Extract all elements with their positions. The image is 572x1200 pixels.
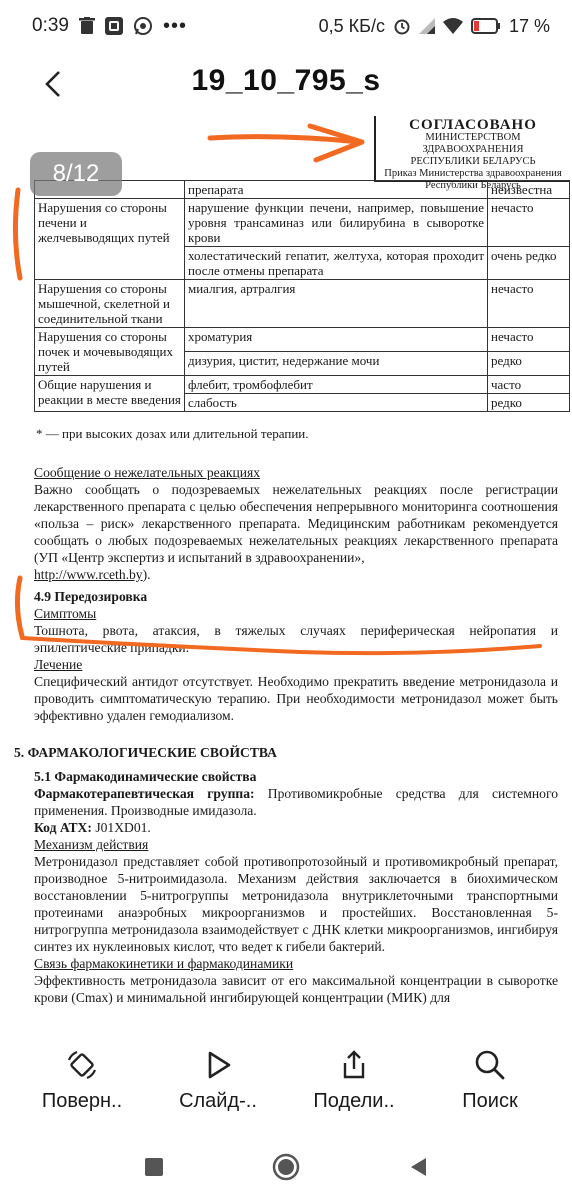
document-page[interactable]	[0, 116, 572, 1030]
relation-text: Эффективность метронидазола зависит от его максимальной концентрации в сыворотке крови (Cmax) и минимальной ингибирующей концентрации (МИК) для	[34, 973, 558, 1005]
battery-icon	[471, 18, 501, 34]
pharm-heading	[14, 744, 558, 761]
status-bar	[0, 0, 572, 52]
symptoms-text: Тошнота, рвота, атаксия, в тяжелых случаях периферическая нейропатия и эпилептические припадки.	[34, 623, 558, 655]
table-cell: флебит, тромбофлебит	[185, 376, 488, 394]
table-cell: дизурия, цистит, недержание мочи	[185, 352, 488, 376]
share-label: Подели..	[313, 1090, 395, 1112]
table-cell: Нарушения со стороны печени и желчевыводящих путей	[35, 199, 185, 280]
report-section	[34, 464, 558, 583]
pharm-section	[34, 768, 558, 1006]
stamp-line-5: Республики Беларусь	[425, 180, 521, 191]
table-cell: нечасто	[488, 199, 570, 247]
report-body: Важно сообщать о подозреваемых нежелательных реакциях после регистрации лекарственного препарата с целью обеспечения непрерывного мониторинга соотношения «польза – риск» лекарственного препарата. Медицинским работникам рекомендуется сообщать о любых подозреваемых нежелательных реакциях лекарственного препарата (УП «Центр экспертиз и испытаний в здравоохранении»,	[34, 482, 558, 565]
table-cell: нарушение функции печени, например, повышение уровня трансаминаз или билирубина в сыворотке крови	[185, 199, 488, 247]
pharmacodynamics-heading: 5.1 Фармакодинамические свойства	[34, 769, 257, 784]
table-cell: Нарушения со стороны почек и мочевыводящих путей	[35, 328, 185, 376]
annotation-arrow-right	[210, 137, 360, 142]
app-bar	[0, 52, 572, 116]
gallery-notification-icon	[105, 17, 123, 35]
symptoms-label: Симптомы	[34, 606, 97, 621]
pharm-group-text: Противомикробные средства для системного применения. Производные имидазола.	[34, 786, 558, 818]
battery-percent: 17 %	[508, 15, 550, 36]
document-title: 19_10_795_s	[191, 64, 381, 97]
treatment-label: Лечение	[34, 657, 83, 672]
table-cell: препарата	[185, 181, 488, 199]
relation-label: Связь фармакокинетики и фармакодинамики	[34, 956, 294, 971]
search-button[interactable]	[428, 1030, 552, 1134]
table-cell: редко	[488, 394, 570, 412]
table-cell: редко	[488, 352, 570, 376]
table-row	[35, 280, 570, 328]
share-icon	[337, 1048, 371, 1082]
share-button[interactable]	[292, 1030, 416, 1134]
annotation-bracket-left	[15, 190, 20, 278]
whatsapp-notification-icon	[133, 16, 153, 36]
search-icon	[473, 1048, 507, 1082]
trash-notification-icon	[79, 17, 95, 35]
system-nav-bar	[0, 1134, 572, 1200]
report-heading: Сообщение о нежелательных реакциях	[34, 465, 261, 480]
mechanism-label: Механизм действия	[34, 837, 149, 852]
table-cell: часто	[488, 376, 570, 394]
signal-icon	[419, 18, 435, 34]
adverse-reactions-table	[34, 180, 570, 412]
table-cell: холестатический гепатит, желтуха, которая проходит после отмены препарата	[185, 247, 488, 280]
status-time: 0:39	[32, 15, 69, 36]
table-cell: нечасто	[488, 280, 570, 328]
stamp-line-1: СОГЛАСОВАНО	[409, 117, 537, 133]
slideshow-label: Слайд-..	[179, 1090, 257, 1112]
pharm-heading-text: 5. ФАРМАКОЛОГИЧЕСКИЕ СВОЙСТВА	[14, 745, 277, 760]
footnote: * — при высоких дозах или длительной терапии.	[36, 426, 309, 441]
home-button[interactable]	[268, 1149, 304, 1185]
table-cell: слабость	[185, 394, 488, 412]
atc-code	[34, 819, 558, 836]
report-link-suffix: ).	[142, 567, 151, 582]
stamp-line-4: Приказ Министерства здравоохранения	[384, 168, 562, 179]
stamp-line-2: МИНИСТЕРСТВОМ ЗДРАВООХРАНЕНИЯ	[422, 132, 524, 155]
network-speed: 0,5 КБ/с	[318, 15, 385, 36]
recents-button[interactable]	[136, 1149, 172, 1185]
back-nav-button[interactable]	[400, 1149, 436, 1185]
atc-value: J01XD01.	[95, 820, 151, 835]
table-row	[35, 328, 570, 352]
mechanism-text: Метронидазол представляет собой противопротозойный и противомикробный препарат, производное 5-нитроимидазола. Механизм действия заключается в биохимическом восстановлении 5-нитрогруппы метронидазола внутриклеточными транспортными протеинами анаэробных микроорганизмов и простейших. Восстановленная 5-нитрогруппа метронидазола взаимодействует с ДНК клетки микроорганизмов, ингибируя синтез их нуклеиновых кислот, что ведет к гибели бактерий.	[34, 854, 558, 954]
annotation-arrowhead-right	[310, 126, 362, 160]
table-cell: Общие нарушения и реакции в месте введения	[35, 376, 185, 412]
report-text	[34, 481, 558, 583]
atc-label: Код АТХ:	[34, 820, 92, 835]
table-cell: нечасто	[488, 328, 570, 352]
back-triangle-icon	[408, 1156, 428, 1178]
search-label: Поиск	[462, 1090, 518, 1112]
bottom-toolbar	[0, 1030, 572, 1134]
alarm-icon	[393, 17, 411, 35]
recents-square-icon	[144, 1157, 164, 1177]
overdose-section	[34, 588, 558, 724]
table-cell: очень редко	[488, 247, 570, 280]
page-indicator: 8/12	[30, 152, 122, 196]
table-cell: миалгия, артралгия	[185, 280, 488, 328]
overdose-heading: 4.9 Передозировка	[34, 589, 148, 604]
wifi-icon	[443, 18, 463, 34]
play-icon	[201, 1048, 235, 1082]
slideshow-button[interactable]	[156, 1030, 280, 1134]
table-row	[35, 199, 570, 247]
table-cell: неизвестна	[488, 181, 570, 199]
table-cell: хроматурия	[185, 328, 488, 352]
pharm-group	[34, 785, 558, 819]
rotate-icon	[65, 1048, 99, 1082]
table-cell: Нарушения со стороны мышечной, скелетной и соединительной ткани	[35, 280, 185, 328]
stamp-line-3: РЕСПУБЛИКИ БЕЛАРУСЬ	[410, 156, 536, 167]
pharm-group-label: Фармакотерапевтическая группа:	[34, 786, 255, 801]
rotate-button[interactable]	[20, 1030, 144, 1134]
treatment-text: Специфический антидот отсутствует. Необходимо прекратить введение метронидазола и проводить симптоматическую терапию. При необходимости метронидазол может быть эффективно удален гемодиализом.	[34, 674, 558, 723]
more-notifications-icon: •••	[162, 14, 187, 37]
home-circle-icon	[272, 1153, 300, 1181]
annotation-arrow-left	[17, 578, 22, 636]
rceth-link[interactable]: http://www.rceth.by	[34, 567, 143, 582]
rotate-label: Поверн..	[41, 1090, 123, 1112]
table-row	[35, 376, 570, 394]
